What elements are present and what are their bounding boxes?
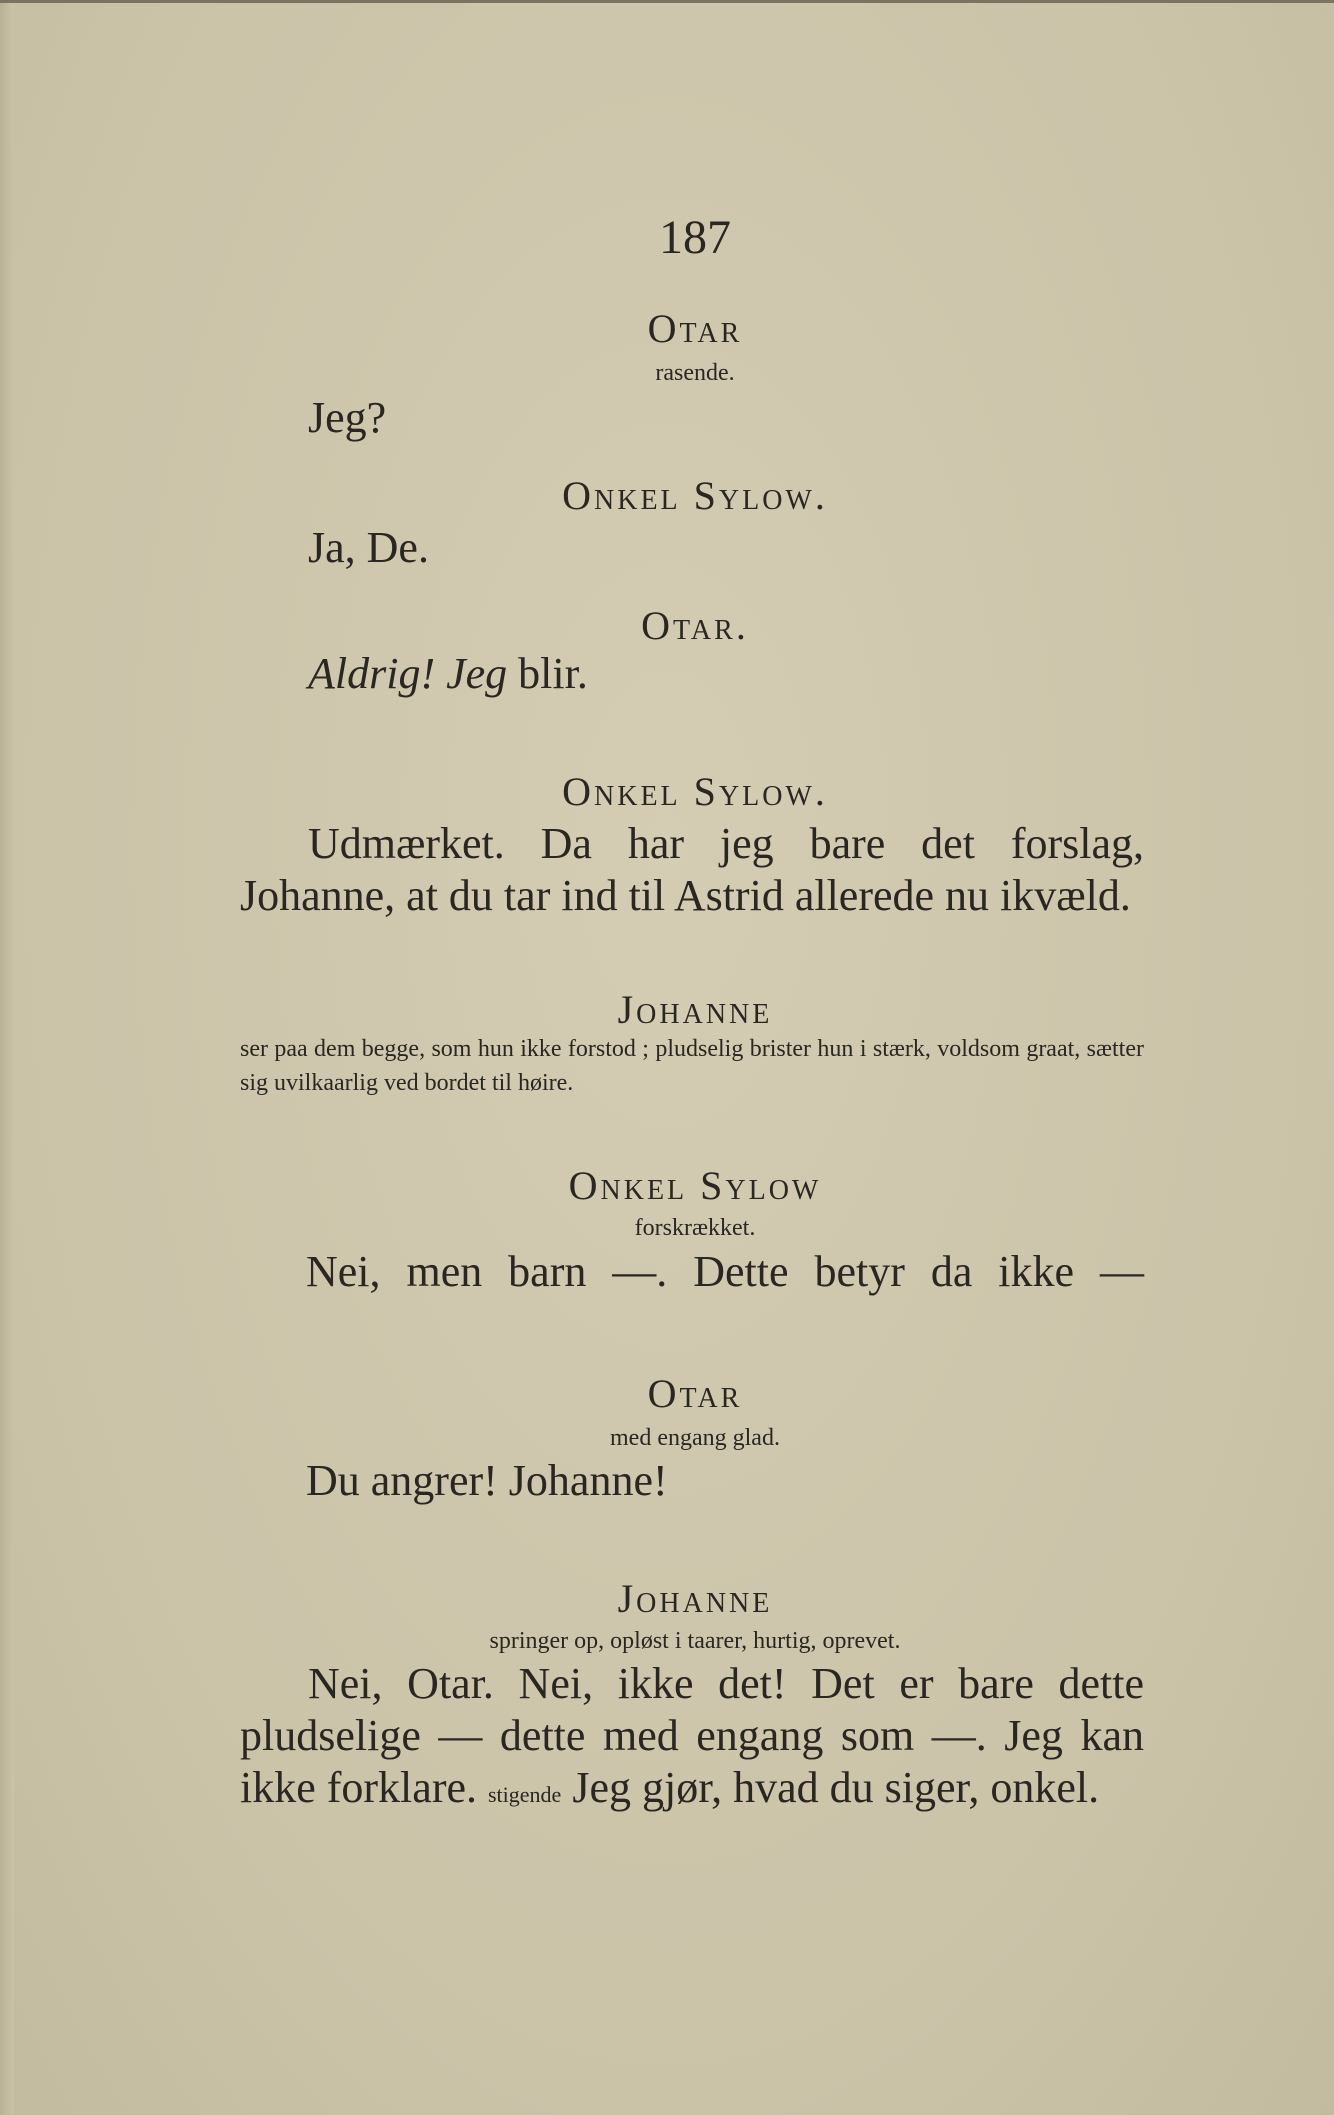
- stage-direction-glad: med engang glad.: [610, 1425, 780, 1451]
- speaker-onkel-sylow-3: Onkel Sylow: [568, 1163, 822, 1208]
- stage-direction-oprevet: springer op, opløst i taarer, hurtig, oprevet.: [489, 1628, 901, 1654]
- line-aldrig: [308, 648, 588, 699]
- line-du-angrer: Du angrer! Johanne!: [306, 1456, 668, 1505]
- stage-direction-forskraekket: forskrækket.: [634, 1215, 756, 1241]
- paragraph-nei-otar: [240, 1658, 1144, 1821]
- line-aldrig-italic: Aldrig! Jeg: [308, 649, 508, 698]
- speaker-johanne-2: Johanne: [617, 1576, 773, 1621]
- speaker-otar-1: Otar: [647, 306, 743, 351]
- top-border: [0, 0, 1334, 3]
- page-number: 187: [659, 211, 731, 264]
- speaker-johanne-1: Johanne: [617, 987, 773, 1032]
- inline-stage-direction-stigende: stigende: [488, 1782, 562, 1807]
- paragraph-nei-otar-text: [240, 1658, 1144, 1821]
- paragraph-nei-otar-part-a: Nei, Otar. Nei, ikke det! Det er bare dette pludselige — dette med engang som —. Jeg kan ikke forklare.: [240, 1659, 1144, 1812]
- stage-direction-graat: ser paa dem begge, som hun ikke forstod ; pludselig brister hun i stærk, voldsom graat, sætter sig uvilkaarlig ved bordet til høire.: [240, 1036, 1144, 1096]
- paragraph-udmaerket: [240, 818, 1144, 922]
- speaker-onkel-sylow-2: Onkel Sylow.: [562, 769, 828, 814]
- paragraph-udmaerket-text: Udmærket. Da har jeg bare det forslag, Johanne, at du tar ind til Astrid allerede nu ikvæld.: [240, 819, 1144, 920]
- line-nei-men-barn: Nei, men barn —. Dette betyr da ikke —: [306, 1247, 1144, 1296]
- paragraph-nei-otar-part-b: Jeg gjør, hvad du siger, onkel.: [572, 1763, 1100, 1812]
- line-ja-de: Ja, De.: [308, 523, 429, 572]
- speaker-onkel-sylow-1: Onkel Sylow.: [562, 473, 828, 518]
- stage-direction-rasende: rasende.: [655, 360, 735, 386]
- line-aldrig-rest: blir.: [507, 649, 588, 698]
- line-jeg: Jeg?: [308, 393, 387, 442]
- speaker-otar-3: Otar: [647, 1371, 743, 1416]
- speaker-otar-2: Otar.: [641, 603, 749, 648]
